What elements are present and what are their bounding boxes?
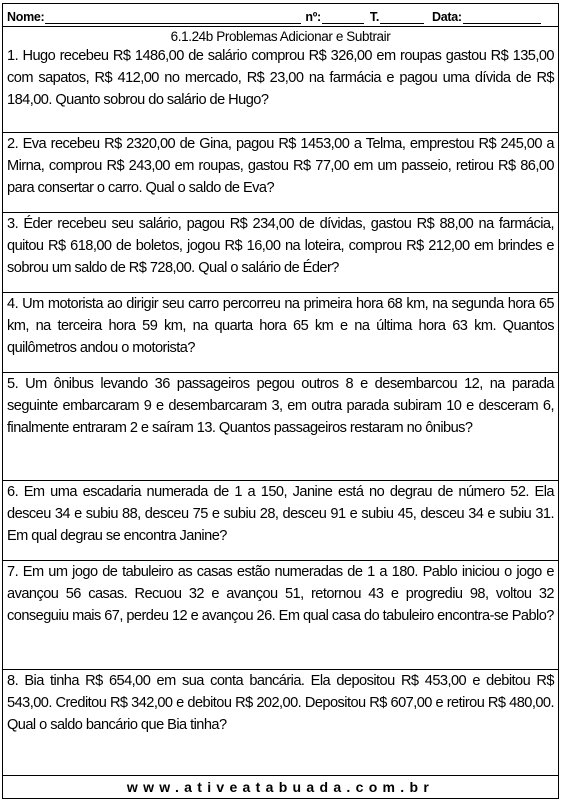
class-label: T.: [369, 10, 379, 24]
class-line: [380, 11, 424, 24]
name-line: [45, 11, 301, 24]
class-field: [370, 10, 424, 24]
worksheet: [2, 3, 559, 799]
number-field: [305, 10, 363, 24]
problem-8: 8. Bia tinha R$ 654,00 em sua conta bancária. Ela depositou R$ 453,00 e debitou R$ 543,00. Creditou R$ 342,00 e debitou R$ 202,00. Depositou R$ 607,00 e retirou R$ 480,00. Qual o saldo bancário que Bia tinha?: [7, 673, 554, 733]
student-info-header: [3, 4, 558, 27]
number-line: [322, 11, 364, 24]
problem-4: 4. Um motorista ao dirigir seu carro percorreu na primeira hora 68 km, na segunda hora 65 km, na terceira hora 59 km, na quarta hora 65 km e na última hora 63 km. Quantos quilômetros andou o motorista?: [7, 296, 554, 356]
problem-6: 6. Em uma escadaria numerada de 1 a 150, Janine está no degrau de número 52. Ela desceu 34 e subiu 88, desceu 75 e subiu 28, desceu 91 e subiu 45, desceu 34 e subiu 31. Em qual degrau se encontra Janine?: [7, 484, 554, 544]
problem-5: 5. Um ônibus levando 36 passageiros pegou outros 8 e desembarcou 12, na parada seguinte embarcaram 9 e desembarcaram 3, em outra parada subiram 10 e desceram 6, finalmente entraram 2 e saíram 13. Quantos passageiros restaram no ônibus?: [7, 376, 554, 436]
name-label: Nome:: [7, 10, 45, 24]
website-footer: www.ativeatabuada.com.br: [3, 775, 558, 798]
name-field: [7, 10, 301, 24]
problem-2: 2. Eva recebeu R$ 2320,00 de Gina, pagou R$ 1453,00 a Telma, emprestou R$ 245,00 a Mirna, comprou R$ 243,00 em roupas, gastou R$ 77,00 em um passeio, retirou R$ 86,00 para consertar o carro. Qual o saldo de Eva?: [7, 136, 554, 196]
date-field: [432, 10, 541, 24]
problem-1: 1. Hugo recebeu R$ 1486,00 de salário comprou R$ 326,00 em roupas gastou R$ 135,00 com sapatos, R$ 412,00 no mercado, R$ 23,00 na farmácia e pagou uma dívida de R$ 184,00. Quanto sobrou do salário de Hugo?: [7, 48, 554, 108]
number-label: nº:: [305, 10, 321, 24]
date-line: [463, 11, 541, 24]
date-label: Data:: [432, 10, 462, 24]
worksheet-title: 6.1.24b Problemas Adicionar e Subtrair: [170, 29, 391, 44]
problem-3: 3. Éder recebeu seu salário, pagou R$ 234,00 de dívidas, gastou R$ 88,00 na farmácia, quitou R$ 618,00 de boletos, jogou R$ 16,00 na loteira, comprou R$ 212,00 em brindes e sobrou um saldo de R$ 728,00. Qual o salário de Éder?: [7, 216, 554, 276]
problem-7: 7. Em um jogo de tabuleiro as casas estão numeradas de 1 a 180. Pablo iniciou o jogo e avançou 56 casas. Recuou 32 e avançou 51, retornou 43 e progrediu 98, voltou 32 conseguiu mais 67, perdeu 12 e avançou 26. Em qual casa do tabuleiro encontra-se Pablo?: [7, 564, 554, 624]
